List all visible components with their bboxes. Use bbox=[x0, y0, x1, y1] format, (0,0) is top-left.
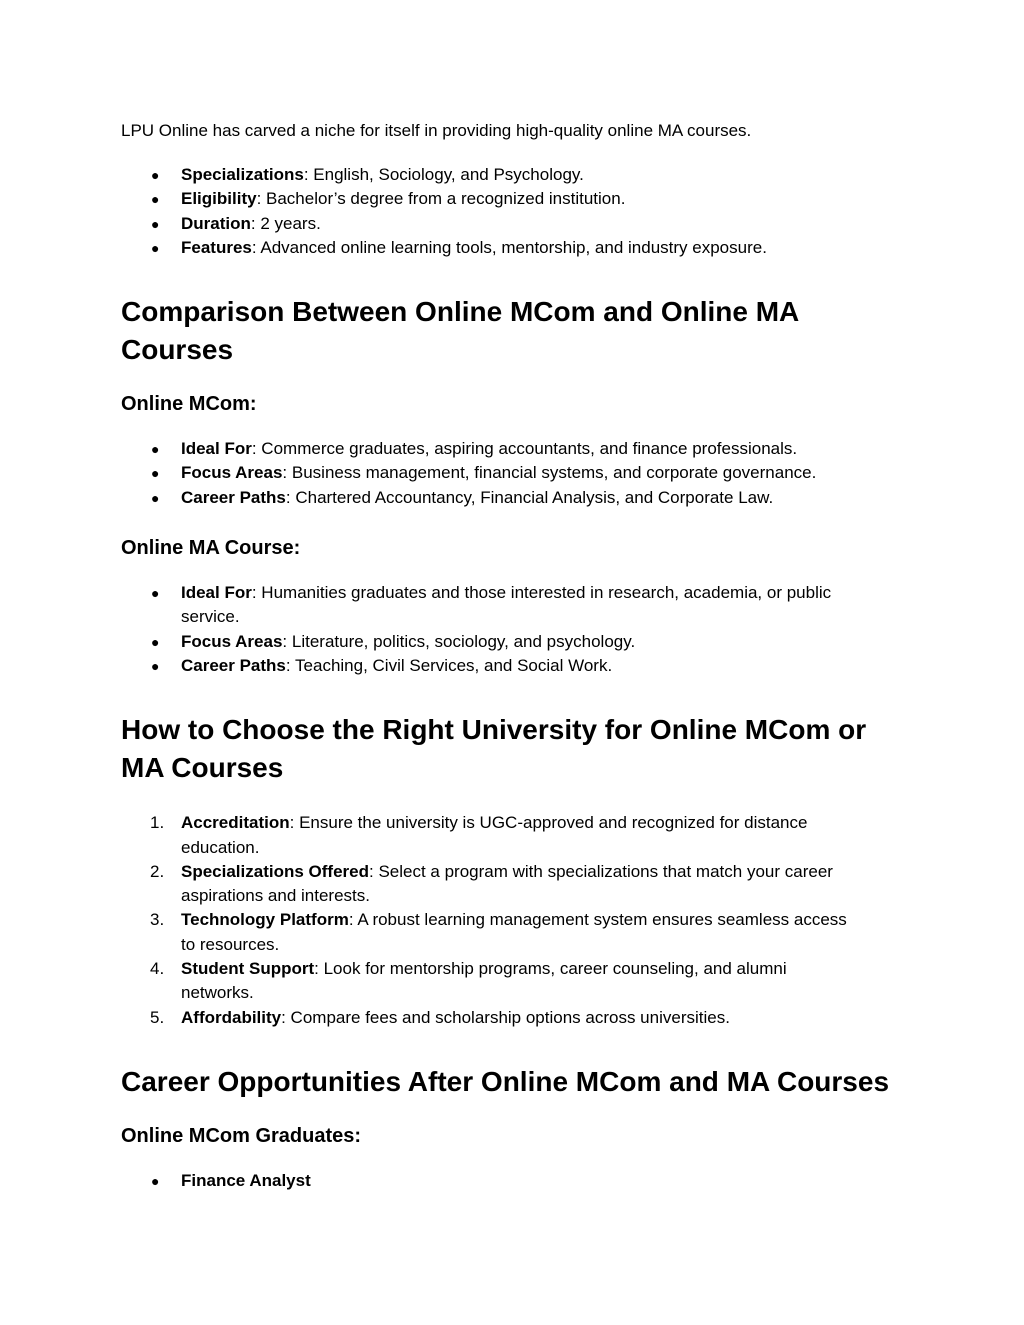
career-opportunities-heading: Career Opportunities After Online MCom and MA Courses bbox=[121, 1065, 890, 1097]
bullet-icon: ● bbox=[151, 239, 160, 256]
list-item: ● Eligibility: Bachelor’s degree from a recognized institution. bbox=[121, 187, 911, 211]
intro-paragraph: LPU Online has carved a niche for itself in providing high-quality online MA courses. bbox=[121, 121, 752, 140]
bullet-icon: ● bbox=[151, 167, 160, 183]
list-item: ● Duration: 2 years. bbox=[121, 212, 911, 236]
list-item: 2. Specializations Offered: Select a program with specializations that match your career aspirations and interests. bbox=[150, 861, 833, 906]
bullet-icon: ● bbox=[151, 441, 160, 458]
list-item: ● Ideal For: Humanities graduates and those interested in research, academia, or public service. bbox=[151, 583, 832, 627]
choose-university-heading: How to Choose the Right University for Online MCom or MA Courses bbox=[121, 714, 867, 784]
bullet-icon: ● bbox=[151, 657, 160, 674]
online-mcom-heading: Online MCom: bbox=[121, 393, 257, 416]
online-mcom-graduates-heading: Online MCom Graduates: bbox=[121, 1124, 362, 1147]
list-number: 2. bbox=[150, 861, 165, 881]
list-number: 3. bbox=[150, 910, 165, 930]
bullet-icon: ● bbox=[151, 215, 160, 232]
mcom-graduates-list bbox=[121, 1169, 911, 1193]
choose-criteria-list bbox=[121, 811, 911, 1030]
list-item: ● Ideal For: Commerce graduates, aspiring accountants, and finance professionals. bbox=[121, 437, 911, 461]
list-item: 4. Student Support: Look for mentorship programs, career counseling, and alumni networks. bbox=[150, 959, 787, 1003]
ma-comparison-list bbox=[121, 581, 911, 678]
list-item: ● Focus Areas: Business management, financial systems, and corporate governance. bbox=[121, 461, 911, 485]
list-item: ● Focus Areas: Literature, politics, sociology, and psychology. bbox=[121, 630, 911, 654]
document-page bbox=[121, 119, 911, 1193]
comparison-heading: Comparison Between Online MCom and Online MA Courses bbox=[121, 296, 800, 366]
list-number: 5. bbox=[150, 1007, 165, 1027]
list-item: 1. Accreditation: Ensure the university is UGC-approved and recognized for distance education. bbox=[150, 813, 808, 857]
mcom-comparison-list bbox=[121, 437, 911, 510]
bullet-icon: ● bbox=[151, 191, 160, 208]
list-number: 4. bbox=[150, 959, 165, 979]
list-number: 1. bbox=[150, 813, 165, 833]
list-item: ● Finance Analyst bbox=[121, 1169, 911, 1193]
bullet-icon: ● bbox=[151, 1172, 160, 1189]
bullet-icon: ● bbox=[151, 489, 160, 506]
list-item: ● Career Paths: Teaching, Civil Services, and Social Work. bbox=[121, 654, 911, 678]
bullet-icon: ● bbox=[151, 585, 160, 602]
list-item: 5. Affordability: Compare fees and scholarship options across universities. bbox=[121, 1006, 911, 1030]
list-item: ● Features: Advanced online learning tools, mentorship, and industry exposure. bbox=[121, 236, 911, 260]
list-item: 3. Technology Platform: A robust learning management system ensures seamless access to resources. bbox=[150, 910, 847, 954]
list-item: ● Specializations: English, Sociology, and Psychology. bbox=[121, 163, 911, 187]
online-ma-heading: Online MA Course: bbox=[121, 537, 301, 560]
bullet-icon: ● bbox=[151, 633, 160, 650]
list-item: ● Career Paths: Chartered Accountancy, Financial Analysis, and Corporate Law. bbox=[121, 486, 911, 510]
bullet-icon: ● bbox=[151, 465, 160, 482]
lpu-features-list bbox=[121, 163, 911, 260]
